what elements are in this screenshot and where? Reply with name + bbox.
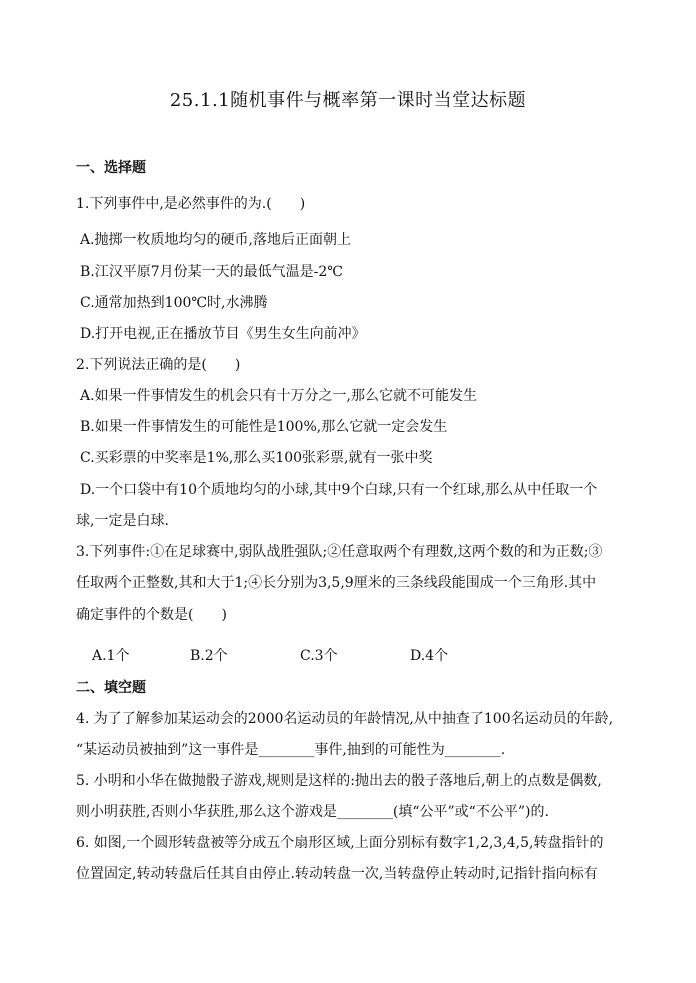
question-6-line2: 位置固定,转动转盘后任其自由停止.转动转盘一次,当转盘停止转动时,记指针指向标有 xyxy=(76,866,598,882)
question-1-option-b: B.江汉平原7月份某一天的最低气温是-2℃ xyxy=(80,264,343,280)
question-1-option-c: C.通常加热到100℃时,水沸腾 xyxy=(80,295,268,311)
question-1-option-a: A.抛掷一枚质地均匀的硬币,落地后正面朝上 xyxy=(80,232,352,248)
question-3-line1: 3.下列事件:①在足球赛中,弱队战胜强队;②任意取两个有理数,这两个数的和为正数;③ xyxy=(76,544,603,560)
question-6-line1: 6. 如图,一个圆形转盘被等分成五个扇形区域,上面分别标有数字1,2,3,4,5,转盘指针的 xyxy=(76,835,604,851)
question-3-option-c: C.3个 xyxy=(300,648,338,664)
question-5-line2: 则小明获胜,否则小华获胜,那么这个游戏是________(填“公平”或“不公平”)的. xyxy=(76,804,549,820)
section-heading-choice: 一、选择题 xyxy=(76,160,146,176)
page-title: 25.1.1随机事件与概率第一课时当堂达标题 xyxy=(169,90,527,111)
question-3-line3: 确定事件的个数是( ) xyxy=(76,607,227,623)
question-2-option-d-line1: D.一个口袋中有10个质地均匀的小球,其中9个白球,只有一个红球,那么从中任取一个 xyxy=(80,482,598,498)
question-3-option-b: B.2个 xyxy=(190,648,228,664)
question-5-line1: 5. 小明和小华在做抛骰子游戏,规则是这样的:抛出去的骰子落地后,朝上的点数是偶数, xyxy=(76,773,602,789)
question-2-option-d-line2: 球,一定是白球. xyxy=(76,513,169,529)
question-2-option-b: B.如果一件事情发生的可能性是100%,那么它就一定会发生 xyxy=(80,419,448,435)
section-heading-fill: 二、填空题 xyxy=(76,680,146,696)
question-2-option-a: A.如果一件事情发生的机会只有十万分之一,那么它就不可能发生 xyxy=(80,388,478,404)
question-1-stem: 1.下列事件中,是必然事件的为.( ) xyxy=(76,196,306,212)
question-2-option-c: C.买彩票的中奖率是1%,那么买100张彩票,就有一张中奖 xyxy=(80,450,433,466)
question-3-option-d: D.4个 xyxy=(410,648,449,664)
question-3-option-a: A.1个 xyxy=(92,648,130,664)
question-1-option-d: D.打开电视,正在播放节目《男生女生向前冲》 xyxy=(80,326,366,342)
question-3-line2: 任取两个正整数,其和大于1;④长分别为3,5,9厘米的三条线段能围成一个三角形.其中 xyxy=(76,575,597,591)
question-4-line2: “某运动员被抽到”这一事件是________事件,抽到的可能性为________. xyxy=(76,742,506,758)
question-4-line1: 4. 为了了解参加某运动会的2000名运动员的年龄情况,从中抽查了100名运动员的年龄, xyxy=(76,711,614,727)
question-2-stem: 2.下列说法正确的是( ) xyxy=(76,357,241,373)
